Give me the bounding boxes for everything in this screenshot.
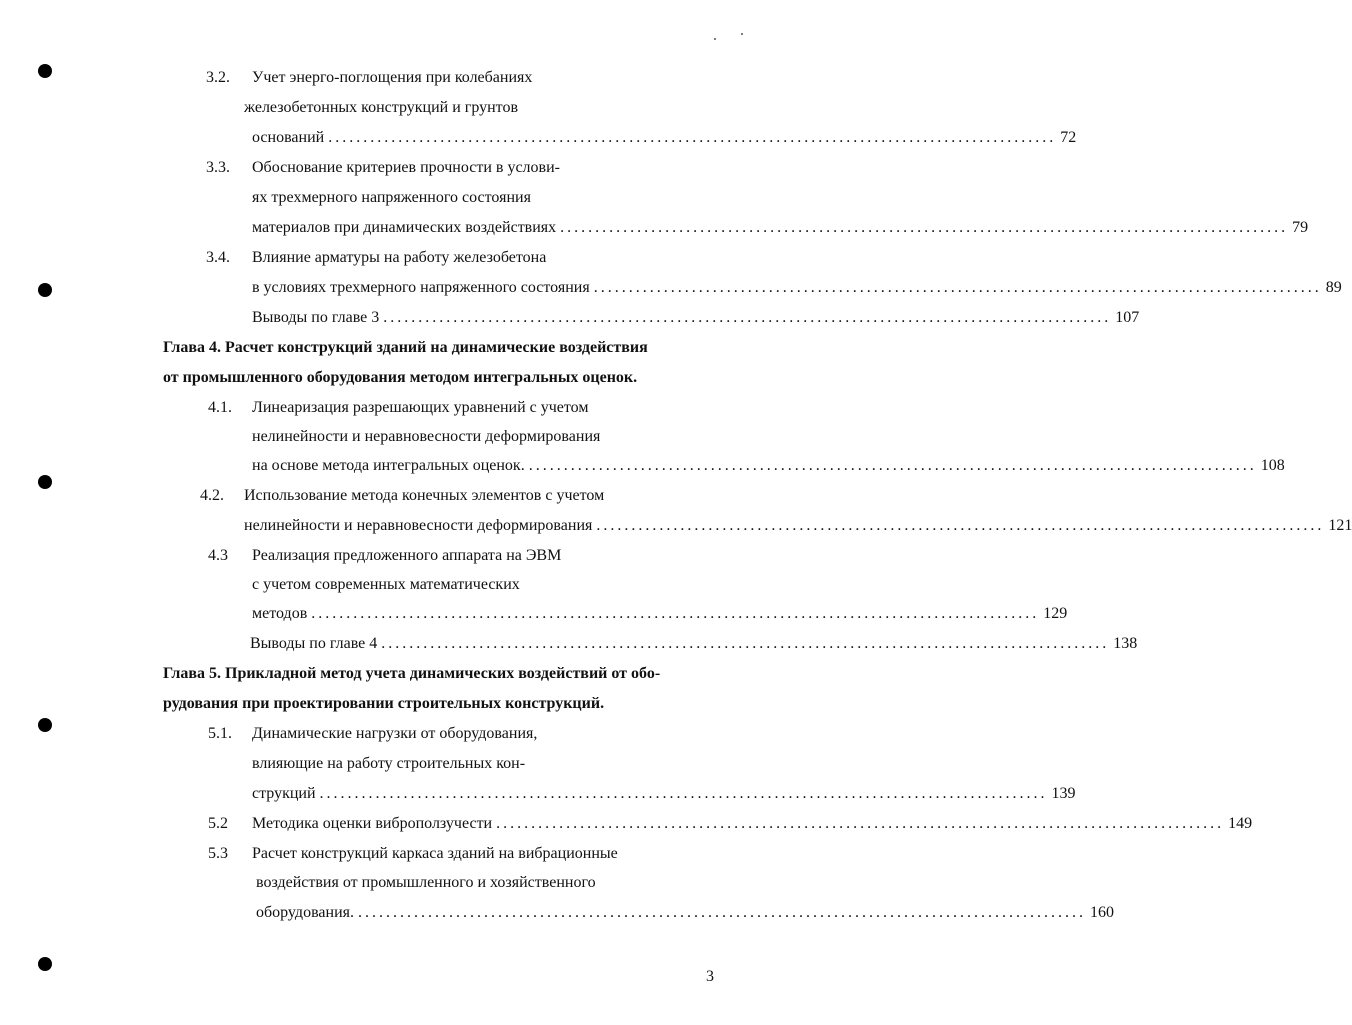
- toc-number: 5.1.: [208, 725, 232, 742]
- toc-number: 3.4.: [206, 249, 230, 266]
- toc-entry-text: Динамические нагрузки от оборудования,: [252, 725, 538, 742]
- toc-entry-text: Обоснование критериев прочности в услови-: [252, 159, 560, 176]
- toc-entry-text: железобетонных конструкций и грунтов: [244, 99, 519, 116]
- dot-leader: ........................................................................................................: [596, 517, 1325, 534]
- chapter-heading: от промышленного оборудования методом интегральных оценок.: [163, 369, 638, 386]
- toc-page-number: 79: [1292, 219, 1309, 236]
- binder-hole-1: [38, 64, 52, 78]
- scan-speck: [741, 33, 743, 35]
- toc-entry-leader: [252, 814, 1253, 834]
- toc-entry-text: Выводы по главе 3: [252, 309, 380, 326]
- dot-leader: ........................................................................................................: [560, 219, 1289, 236]
- toc-page-number: 72: [1060, 129, 1077, 146]
- toc-page-number: 107: [1115, 309, 1140, 326]
- chapter-heading: Глава 5. Прикладной метод учета динамических воздействий от обо-: [163, 665, 661, 682]
- dot-leader: ........................................................................................................: [311, 605, 1040, 622]
- toc-entry-leader: [250, 634, 1138, 654]
- toc-entry-leader: [252, 604, 1068, 624]
- toc-number: 3.3.: [206, 159, 230, 176]
- binder-hole-5: [38, 957, 52, 971]
- toc-entry-text: Учет энерго-поглощения при колебаниях: [252, 69, 533, 86]
- toc-entry-leader: [252, 128, 1077, 148]
- toc-entry-text: оборудования.: [256, 904, 354, 921]
- toc-entry-text: Использование метода конечных элементов с учетом: [244, 487, 605, 504]
- toc-entry-leader: [244, 516, 1352, 536]
- toc-entry-text: методов: [252, 605, 308, 622]
- toc-entry-text: Методика оценки виброползучести: [252, 815, 493, 832]
- toc-page-number: 108: [1260, 457, 1285, 474]
- chapter-heading: рудования при проектировании строительных конструкций.: [163, 695, 605, 712]
- toc-entry-text: на основе метода интегральных оценок.: [252, 457, 525, 474]
- dot-leader: ........................................................................................................: [328, 129, 1057, 146]
- dot-leader: ........................................................................................................: [319, 785, 1048, 802]
- toc-page-number: 129: [1043, 605, 1068, 622]
- toc-entry-text: нелинейности и неравновесности деформирования: [252, 428, 601, 445]
- page-number: 3: [706, 968, 714, 985]
- toc-number: 4.2.: [200, 487, 224, 504]
- toc-entry-leader: [252, 308, 1140, 328]
- toc-entry-text: Расчет конструкций каркаса зданий на вибрационные: [252, 845, 618, 862]
- chapter-heading: Глава 4. Расчет конструкций зданий на динамические воздействия: [163, 339, 648, 356]
- toc-page-number: 139: [1051, 785, 1076, 802]
- dot-leader: ........................................................................................................: [383, 309, 1112, 326]
- toc-entry-text: Линеаризация разрешающих уравнений с учетом: [252, 399, 589, 416]
- toc-entry-text: материалов при динамических воздействиях: [252, 219, 557, 236]
- toc-entry-text: воздействия от промышленного и хозяйственного: [256, 874, 596, 891]
- dot-leader: ........................................................................................................: [496, 815, 1225, 832]
- binder-hole-3: [38, 475, 52, 489]
- toc-entry-leader: [252, 784, 1076, 804]
- toc-number: 4.3: [208, 547, 228, 564]
- toc-entry-text: влияющие на работу строительных кон-: [252, 755, 526, 772]
- toc-number: 4.1.: [208, 399, 232, 416]
- toc-page-number: 149: [1228, 815, 1253, 832]
- toc-entry-text: Выводы по главе 4: [250, 635, 378, 652]
- toc-entry-leader: [252, 456, 1285, 476]
- toc-number: 3.2.: [206, 69, 230, 86]
- toc-number: 5.3: [208, 845, 228, 862]
- toc-entry-text: нелинейности и неравновесности деформирования: [244, 517, 593, 534]
- dot-leader: ........................................................................................................: [528, 457, 1257, 474]
- toc-page-number: 138: [1113, 635, 1138, 652]
- toc-page-number: 121: [1328, 517, 1352, 534]
- dot-leader: ........................................................................................................: [358, 904, 1086, 921]
- toc-page-number: 89: [1325, 279, 1342, 296]
- binder-hole-2: [38, 283, 52, 297]
- toc-entry-leader: [256, 903, 1114, 923]
- toc-entry-text: ях трехмерного напряженного состояния: [252, 189, 531, 206]
- toc-entry-leader: [252, 218, 1309, 238]
- toc-entry-text: Влияние арматуры на работу железобетона: [252, 249, 547, 266]
- binder-hole-4: [38, 718, 52, 732]
- toc-entry-text: в условиях трехмерного напряженного состояния: [252, 279, 590, 296]
- dot-leader: ........................................................................................................: [381, 635, 1110, 652]
- toc-number: 5.2: [208, 815, 228, 832]
- toc-page-number: 160: [1090, 904, 1114, 921]
- dot-leader: ........................................................................................................: [593, 279, 1322, 296]
- toc-entry-text: оснований: [252, 129, 325, 146]
- toc-entry-text: струкций: [252, 785, 316, 802]
- toc-entry-text: с учетом современных математических: [252, 576, 520, 593]
- toc-entry-leader: [252, 278, 1342, 298]
- scan-speck: [714, 38, 716, 40]
- toc-entry-text: Реализация предложенного аппарата на ЭВМ: [252, 547, 562, 564]
